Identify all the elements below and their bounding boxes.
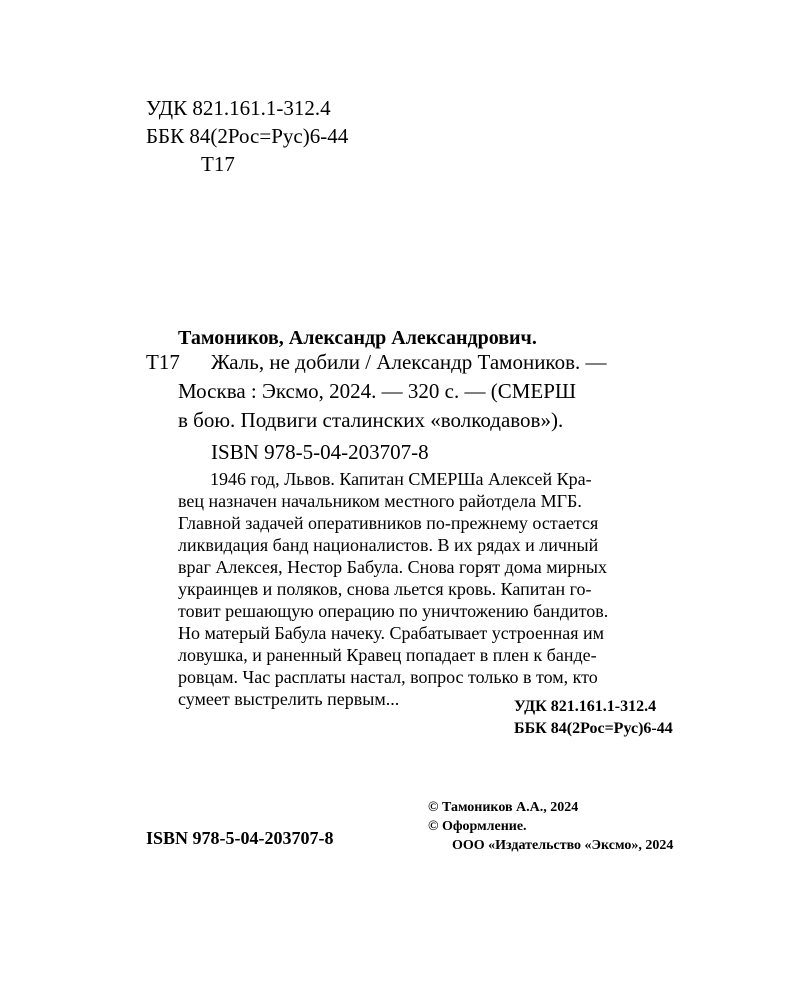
annotation-line: ликвидация банд националистов. В их рядах и личный [178,535,599,555]
annotation-line: ровцам. Час расплаты настал, вопрос только в том, кто [178,667,598,687]
annotation-line: ловушка, и раненный Кравец попадает в плен к банде- [178,645,597,665]
record-isbn: ISBN 978-5-04-203707-8 [211,440,429,464]
annotation-line: украинцев и поляков, снова льется кровь. Капитан го- [178,579,592,599]
author-mark: Т17 [201,152,235,176]
bbk-code: ББК 84(2Рос=Рус)6-44 [146,124,349,148]
author-heading: Тамоников, Александр Александрович. [178,327,537,349]
bottom-isbn: ISBN 978-5-04-203707-8 [146,828,334,848]
copyright-publisher: ООО «Издательство «Эксмо», 2024 [452,838,674,853]
annotation-line: вец назначен начальником местного райотдела МГБ. [178,491,582,511]
copyright-design: © Оформление. [428,819,527,834]
record-author-mark: Т17 [146,350,180,374]
record-title-line-2: Москва : Эксмо, 2024. — 320 с. — (СМЕРШ [178,379,577,403]
annotation-line: 1946 год, Львов. Капитан СМЕРШа Алексей Кра- [210,469,592,489]
annotation-line: сумеет выстрелить первым... [178,689,400,709]
annotation-line: враг Алексея, Нестор Бабула. Снова горят дома мирных [178,557,607,577]
bottom-udk-code: УДК 821.161.1-312.4 [514,698,657,715]
record-title-line-1: Жаль, не добили / Александр Тамоников. — [211,350,607,374]
annotation-line: Главной задачей оперативников по-прежнему остается [178,513,599,533]
record-title-line-3: в бою. Подвиги сталинских «волкодавов»). [178,408,564,432]
copyright-author: © Тамоников А.А., 2024 [428,800,579,815]
udk-code: УДК 821.161.1-312.4 [146,96,331,120]
annotation-line: товит решающую операцию по уничтожению бандитов. [178,601,609,621]
annotation-line: Но матерый Бабула начеку. Срабатывает устроенная им [178,623,605,643]
bottom-bbk-code: ББК 84(2Рос=Рус)6-44 [514,720,673,737]
